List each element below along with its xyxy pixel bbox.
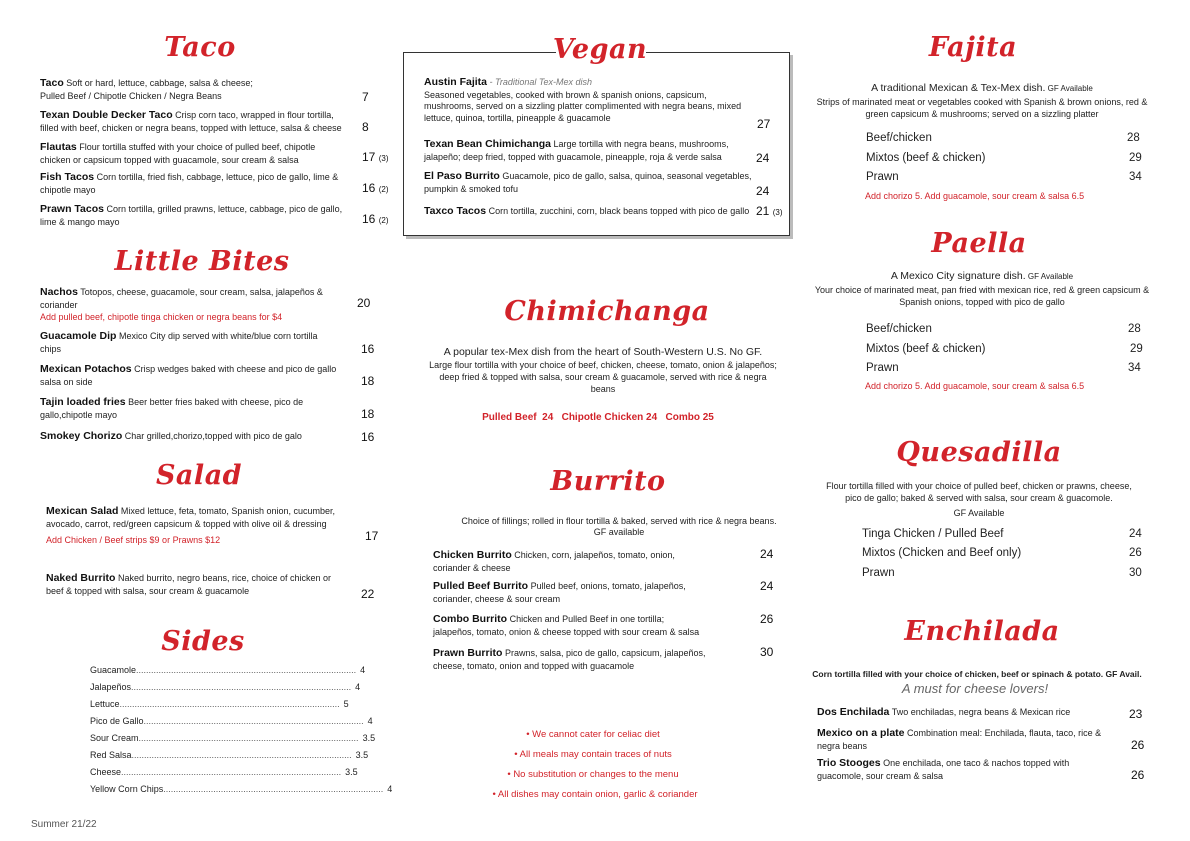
menu-item: Trio Stooges One enchilada, one taco & nachos topped with guacomole, sour cream & salsa	[817, 757, 1070, 781]
fajita-addon: Add chorizo 5. Add guacamole, sour cream & salsa 6.5	[865, 191, 1085, 201]
item-price: 24	[760, 579, 774, 593]
option-name: Prawn	[862, 567, 895, 579]
option-name: Tinga Chicken / Pulled Beef	[862, 528, 1004, 540]
option-price: 24	[1129, 528, 1142, 540]
item-price: 7	[362, 90, 369, 104]
heading-salad: Salad	[155, 460, 243, 491]
menu-item: Smokey Chorizo Char grilled,chorizo,topped with pico de galo	[40, 430, 302, 442]
item-price: 18	[361, 374, 375, 388]
option-price: 29	[1130, 343, 1143, 355]
menu-item: Mexico on a plate Combination meal: Enchilada, flauta, taco, rice & negra beans	[817, 727, 1102, 751]
note-substitution: • No substitution or changes to the menu	[507, 769, 679, 780]
sides-row: Red Salsa ........................................................................................ 3.5	[90, 750, 369, 760]
option-price: 34	[1129, 171, 1142, 183]
fajita-lead: A traditional Mexican & Tex-Mex dish. GF Available	[871, 82, 1093, 94]
sides-row: Lettuce ........................................................................................ 5	[90, 699, 349, 709]
menu-item: El Paso Burrito Guacamole, pico de gallo, salsa, quinoa, seasonal vegetables, pumpkin & smoked tofu	[424, 170, 752, 194]
menu-item: Guacamole Dip Mexico City dip served with white/blue corn tortilla chips	[40, 330, 318, 354]
item-price: 30	[760, 645, 774, 659]
burrito-gf: GF available	[593, 527, 645, 537]
sides-row: Yellow Corn Chips ........................................................................................ 4	[90, 784, 393, 794]
item-price: 20	[357, 296, 371, 310]
item-price: 16	[361, 342, 375, 356]
nachos-addon: Add pulled beef, chipotle tinga chicken or negra beans for $4	[40, 312, 283, 322]
item-price: 24	[760, 547, 774, 561]
chimichanga-lead: A popular tex-Mex dish from the heart of South-Western U.S. No GF.	[443, 346, 763, 358]
menu-item: Flautas Flour tortilla stuffed with your choice of pulled beef, chipotle chicken or capsicum topped with guacamole, sour cream & salsa	[40, 141, 316, 165]
heading-vegan: Vegan	[552, 34, 648, 65]
item-price: 26	[1131, 768, 1145, 782]
item-price: 18	[361, 407, 375, 421]
item-price: 8	[362, 120, 369, 134]
enchilada-tagline: A must for cheese lovers!	[901, 681, 1049, 696]
item-price: 24	[756, 184, 770, 198]
sides-row: Pico de Gallo ........................................................................................ 4	[90, 716, 373, 726]
item-price: 21 (3)	[756, 204, 783, 218]
fajita-desc: Strips of marinated meat or vegetables cooked with Spanish & brown onions, red & green capsicum & mushrooms; served on a sizzling platter	[816, 97, 1148, 119]
option-price: 30	[1129, 567, 1142, 579]
enchilada-lead: Corn tortilla filled with your choice of chicken, beef or spinach & potato. GF Avail.	[812, 669, 1142, 679]
item-price: 16	[361, 430, 375, 444]
menu-item: Mexican Salad Mixed lettuce, feta, tomato, Spanish onion, cucumber, avocado, carrot, red/green capsicum & topped with olive oil & dressing	[46, 505, 335, 529]
quesadilla-desc: Flour tortilla filled with your choice of pulled beef, chicken or prawns, cheese, pico de gallo; baked & served with salsa, sour cream & guacomole.	[826, 481, 1132, 503]
option-name: Mixtos (Chicken and Beef only)	[862, 547, 1022, 559]
menu-item: Nachos Totopos, cheese, guacamole, sour cream, salsa, jalapeños & coriander	[40, 286, 323, 310]
paella-desc: Your choice of marinated meat, pan fried with mexican rice, red & green capsicum & Spanish onions, topped with pico de gallo	[814, 285, 1150, 307]
quesadilla-gf: GF Available	[953, 508, 1005, 518]
menu-item: Naked Burrito Naked burrito, negro beans, rice, choice of chicken or beef & topped with salsa, sour cream & guacamole	[46, 572, 332, 596]
option-price: 28	[1127, 132, 1140, 144]
note-celiac: • We cannot cater for celiac diet	[526, 729, 660, 740]
menu-item: Austin Fajita - Traditional Tex-Mex dish Seasoned vegetables, cooked with brown & spanish onions, capsicum, mushrooms, served on a sizzling platter complimented with negra beans, mixed lettuce, quinoa, tortilla, pineapple & guacamole	[424, 76, 742, 124]
option-name: Beef/chicken	[866, 132, 932, 144]
option-price: 29	[1129, 152, 1142, 164]
heading-enchilada: Enchilada	[904, 616, 1060, 647]
item-price: 23	[1129, 707, 1143, 721]
heading-fajita: Fajita	[928, 32, 1018, 63]
menu-item: Prawn Tacos Corn tortilla, grilled prawns, lettuce, cabbage, pico de gallo, lime & mango mayo	[40, 203, 343, 227]
heading-sides: Sides	[161, 626, 245, 657]
heading-chimichanga: Chimichanga	[504, 296, 710, 327]
sides-row: Guacamole ........................................................................................ 4	[90, 665, 366, 675]
item-price: 16 (2)	[362, 212, 389, 226]
menu-item: Texan Bean Chimichanga Large tortilla with negra beans, mushrooms, jalapeño; deep fried, topped with guacamole, pineapple, roja & verde salsa	[424, 138, 729, 162]
item-price: 26	[760, 612, 774, 626]
chimichanga-prices: Pulled Beef 24 Chipotle Chicken 24 Combo 25	[482, 412, 714, 423]
menu-item: Dos Enchilada Two enchiladas, negra beans & Mexican rice	[817, 706, 1071, 718]
option-price: 26	[1129, 547, 1142, 559]
menu-item: Prawn Burrito Prawns, salsa, pico de gallo, capsicum, jalapeños, cheese, tomato, onion and topped with guacamole	[433, 647, 706, 671]
menu-item: Tajin loaded fries Beer better fries baked with cheese, pico de gallo,chipotle mayo	[40, 396, 304, 420]
menu-item: Texan Double Decker Taco Crisp corn taco, wrapped in flour tortilla, filled with beef, chicken or negra beans, topped with lettuce, salsa & cheese	[40, 109, 342, 133]
paella-addon: Add chorizo 5. Add guacamole, sour cream & salsa 6.5	[865, 381, 1085, 391]
menu-item: Fish Tacos Corn tortilla, fried fish, cabbage, lettuce, pico de gallo, lime & chipotle mayo	[40, 171, 339, 195]
menu-item: Taco Soft or hard, lettuce, cabbage, salsa & cheese; Pulled Beef / Chipotle Chicken / Negra Beans	[40, 77, 253, 101]
item-price: 26	[1131, 738, 1145, 752]
item-price: 17	[365, 529, 379, 543]
sides-row: Jalapeños ........................................................................................ 4	[90, 682, 361, 692]
option-name: Prawn	[866, 362, 899, 374]
item-price: 22	[361, 587, 375, 601]
menu-item: Chicken Burrito Chicken, corn, jalapeños, tomato, onion, coriander & cheese	[433, 549, 675, 573]
option-name: Beef/chicken	[866, 323, 932, 335]
menu-item: Combo Burrito Chicken and Pulled Beef in one tortilla; jalapeños, tomato, onion & cheese topped with sour cream & salsa	[433, 613, 700, 637]
option-price: 28	[1128, 323, 1141, 335]
menu-item: Pulled Beef Burrito Pulled beef, onions, tomato, jalapeños, coriander, cheese & sour cream	[433, 580, 686, 604]
item-price: 27	[757, 117, 771, 131]
sides-row: Cheese ........................................................................................ 3.5	[90, 767, 358, 777]
note-nuts: • All meals may contain traces of nuts	[514, 749, 672, 760]
burrito-lead: Choice of fillings; rolled in flour tortilla & baked, served with rice & negra beans.	[461, 516, 777, 526]
chimichanga-desc: Large flour tortilla with your choice of beef, chicken, cheese, tomato, onion & jalapeños; deep fried & topped with salsa, sour cream & guacamole, served with rice & negra beans	[429, 360, 777, 394]
menu-item: Taxco Tacos Corn tortilla, zucchini, corn, black beans topped with pico de gallo	[424, 205, 750, 217]
salad-addon: Add Chicken / Beef strips $9 or Prawns $12	[46, 535, 221, 545]
heading-paella: Paella	[931, 228, 1027, 259]
item-price: 17 (3)	[362, 150, 389, 164]
menu-item: Mexican Potachos Crisp wedges baked with cheese and pico de gallo salsa on side	[40, 363, 337, 387]
footer-season: Summer 21/22	[31, 819, 97, 830]
option-name: Prawn	[866, 171, 899, 183]
sides-row: Sour Cream ........................................................................................ 3.5	[90, 733, 376, 743]
item-price: 24	[756, 151, 770, 165]
option-price: 34	[1128, 362, 1141, 374]
heading-little-bites: Little Bites	[114, 246, 290, 277]
option-name: Mixtos (beef & chicken)	[866, 152, 986, 164]
heading-quesadilla: Quesadilla	[896, 437, 1062, 468]
note-allergens: • All dishes may contain onion, garlic & coriander	[492, 789, 698, 800]
paella-lead: A Mexico City signature dish. GF Available	[890, 270, 1074, 282]
option-name: Mixtos (beef & chicken)	[866, 343, 986, 355]
item-price: 16 (2)	[362, 181, 389, 195]
heading-burrito: Burrito	[550, 466, 666, 497]
heading-taco: Taco	[164, 32, 236, 63]
